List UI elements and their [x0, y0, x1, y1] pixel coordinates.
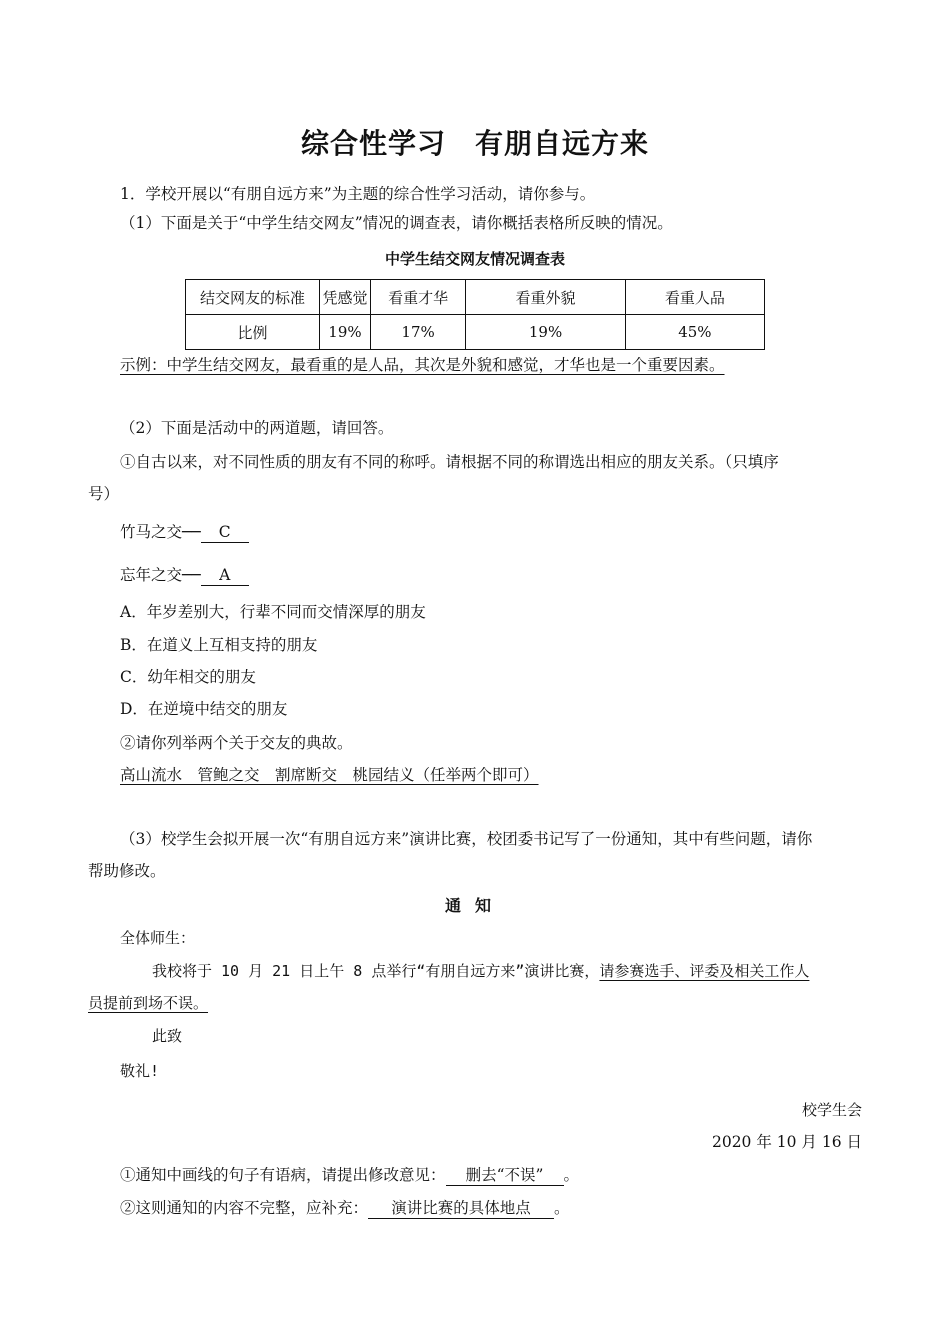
page-title: 综合性学习 有朋自远方来: [300, 127, 649, 160]
table-caption: 中学生结交网友情况调查表: [384, 250, 565, 268]
table-row: [186, 280, 765, 315]
table-row: [186, 315, 765, 350]
sub-question-1: ①通知中画线的句子有语病，请提出修改意见： 删去“不误” 。: [120, 1166, 580, 1184]
notice-signer: 校学生会: [801, 1101, 862, 1119]
notice-body-line1: 我校将于 10 月 21 日上午 8 点举行“有朋自远方来”演讲比赛，请参赛选手、评委及相关工作人: [152, 962, 810, 980]
answer-1-1: 示例：中学生结交网友，最看重的是人品，其次是外貌和感觉，才华也是一个重要因素。: [120, 356, 725, 374]
question-1-2: （2）下面是活动中的两道题，请回答。: [120, 419, 394, 437]
table-cell: 看重外貌: [466, 280, 625, 315]
sub-question-2: ②这则通知的内容不完整，应补充： 演讲比赛的具体地点 。: [120, 1199, 570, 1217]
question-1-2-1-cont: 号）: [88, 485, 120, 503]
table-cell: 45%: [625, 315, 764, 350]
question-1-1: （1）下面是关于“中学生结交网友”情况的调查表，请你概括表格所反映的情况。: [120, 214, 673, 232]
option-c: C．幼年相交的朋友: [120, 668, 256, 686]
table-cell: 19%: [466, 315, 625, 350]
notice-closing-2: 敬礼!: [120, 1062, 160, 1080]
question-1-2-2: ②请你列举两个关于交友的典故。: [120, 734, 353, 752]
notice-salutation: 全体师生：: [120, 929, 196, 947]
underlined-sentence-cont: 员提前到场不误。: [88, 994, 209, 1012]
underlined-sentence: 请参赛选手、评委及相关工作人: [599, 962, 810, 980]
match-item: [120, 521, 249, 543]
table-header-cell: 比例: [186, 315, 320, 350]
match-term: 竹马之交──: [120, 523, 201, 541]
question-1-2-1: ①自古以来，对不同性质的朋友有不同的称呼。请根据不同的称谓选出相应的朋友关系。（只填序: [120, 453, 779, 471]
option-a: A．年岁差别大，行辈不同而交情深厚的朋友: [120, 603, 426, 621]
survey-table: [185, 279, 765, 350]
table-cell: 19%: [320, 315, 371, 350]
table-header-cell: 结交网友的标准: [186, 280, 320, 315]
notice-title: 通知: [444, 896, 505, 915]
question-1-3-cont: 帮助修改。: [88, 862, 166, 880]
table-cell: 17%: [370, 315, 465, 350]
question-1-intro: 1．学校开展以“有朋自远方来”为主题的综合性学习活动，请你参与。: [120, 185, 596, 203]
answer-blank: 演讲比赛的具体地点: [368, 1198, 554, 1219]
match-term: 忘年之交──: [120, 566, 201, 584]
answer-blank: A: [201, 565, 249, 586]
table-cell: 看重人品: [625, 280, 764, 315]
answer-blank: C: [201, 522, 249, 543]
question-1-3: （3）校学生会拟开展一次“有朋自远方来”演讲比赛，校团委书记写了一份通知，其中有些问题，请你: [120, 830, 813, 848]
notice-closing-1: 此致: [152, 1027, 183, 1045]
answer-1-2-2: 高山流水 管鲍之交 割席断交 桃园结义（任举两个即可）: [120, 766, 539, 784]
match-item: [120, 564, 249, 586]
option-b: B．在道义上互相支持的朋友: [120, 636, 318, 654]
answer-blank: 删去“不误”: [446, 1165, 564, 1186]
option-d: D．在逆境中结交的朋友: [120, 700, 288, 718]
notice-date: 2020 年 10 月 16 日: [711, 1133, 862, 1151]
table-cell: 看重才华: [370, 280, 465, 315]
table-cell: 凭感觉: [320, 280, 371, 315]
